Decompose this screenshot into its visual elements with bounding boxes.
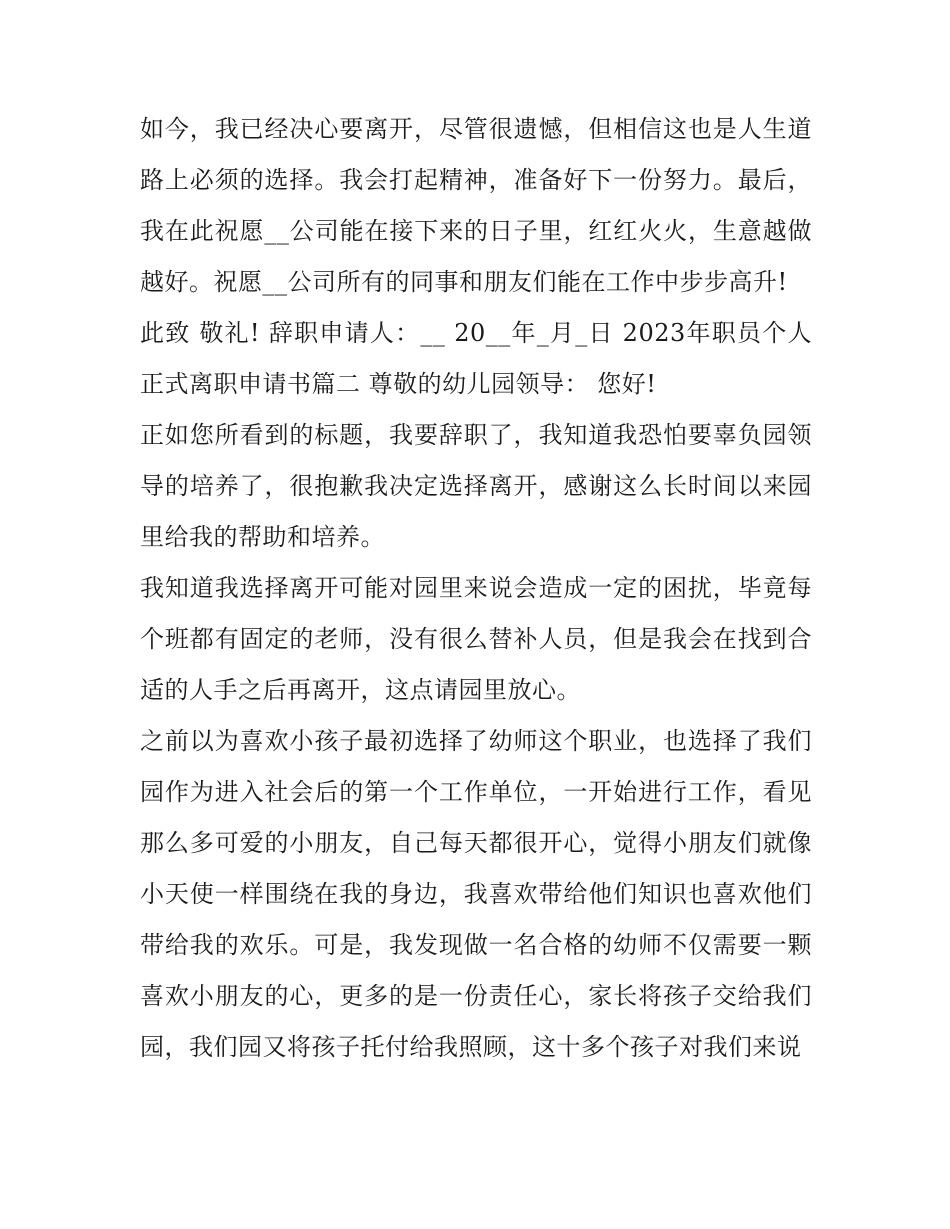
paragraph-1: 如今，我已经决心要离开，尽管很遗憾，但相信这也是人生道路上必须的选择。我会打起精神，准备好下一份努力。最后，我在此祝愿__公司能在接下来的日子里，红红火火，生意越做越好。祝愿__公司所有的同事和朋友们能在工作中步步高升! — [140, 115, 812, 296]
paragraph-5: 之前以为喜欢小孩子最初选择了幼师这个职业，也选择了我们园作为进入社会后的第一个工作单位，一开始进行工作，看见那么多可爱的小朋友，自己每天都很开心，觉得小朋友们就像小天使一样围绕在我的身边，我喜欢带给他们知识也喜欢他们带给我的欢乐。可是，我发现做一名合格的幼师不仅需要一颗喜欢小朋友的心，更多的是一份责任心，家长将孩子交给我们园，我们园又将孩子托付给我照顾，这十多个孩子对我们来说 — [140, 727, 812, 1061]
document-body — [140, 104, 812, 1073]
paragraph-3: 正如您所看到的标题，我要辞职了，我知道我恐怕要辜负园领导的培养了，很抱歉我决定选择离开，感谢这么长时间以来园里给我的帮助和培养。 — [140, 421, 812, 551]
paragraph-2: 此致 敬礼! 辞职申请人：__ 20__年_月_日 2023年职员个人正式离职申请书篇二 尊敬的幼儿园领导： 您好! — [140, 319, 812, 398]
paragraph-4: 我知道我选择离开可能对园里来说会造成一定的困扰，毕竟每个班都有固定的老师，没有很么替补人员，但是我会在找到合适的人手之后再离开，这点请园里放心。 — [140, 574, 812, 704]
